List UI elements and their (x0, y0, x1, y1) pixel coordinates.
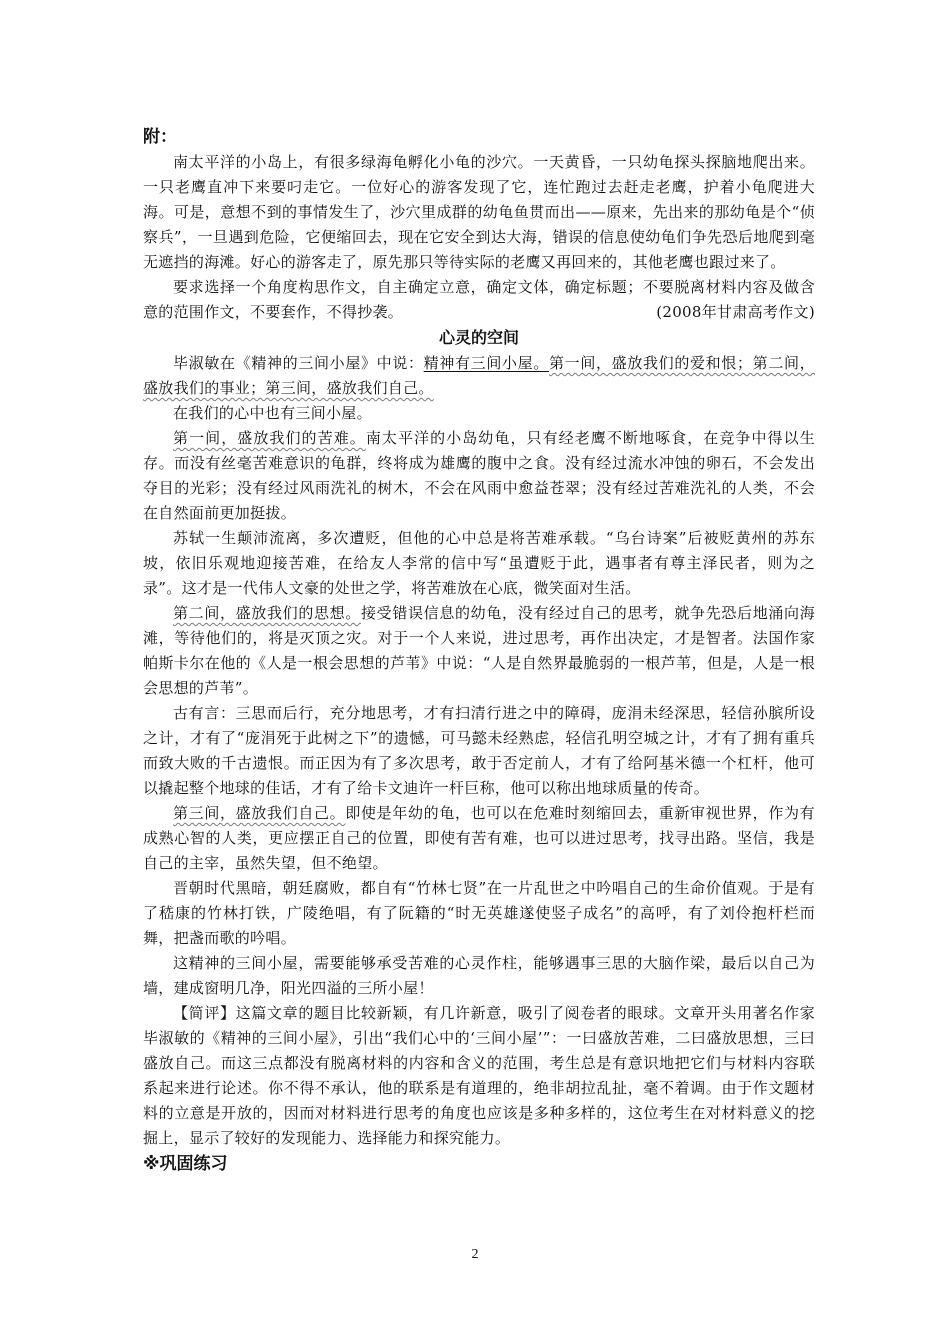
essay-p1-underlined: 精神有三间小屋。 (423, 354, 550, 372)
appendix-heading: 附： (143, 127, 177, 147)
review-label: 【简评】 (173, 1004, 236, 1022)
practice-heading: ※巩固练习 (143, 1154, 228, 1174)
essay-p5-lead: 第二间，盛放我们的思想。 (173, 604, 362, 622)
page-number: 2 (471, 1247, 479, 1262)
requirement-paragraph (143, 275, 815, 325)
essay-paragraph-7 (143, 801, 815, 876)
source-note: (2008年甘肃高考作文) (656, 303, 815, 321)
essay-paragraph-2: 在我们的心中也有三间小屋。 (173, 404, 372, 422)
essay-p3-rest: 南太平洋的小岛幼龟，只有经老鹰不断地啄食，在竞争中得以生存。而没有丝毫苦难意识的龟群，终将成为雄鹰的腹中之食。没有经过流水冲蚀的卵石，不会发出夺目的光彩；没有经过风雨洗礼的树木，不会在风雨中愈益苍翠；没有经过苦难洗礼的人类，不会在自然面前更加挺拔。 (143, 429, 815, 522)
essay-p7-lead: 第三间，盛放我们自己。 (173, 804, 346, 822)
essay-paragraph-5 (143, 601, 815, 701)
requirement-text: 要求选择一个角度构思作文，自主确定立意，确定文体，确定标题；不要脱离材料内容及做含意的范围作文，不要套作，不得抄袭。 (143, 278, 815, 321)
essay-p1-pre: 毕淑敏在《精神的三间小屋》中说： (173, 354, 424, 372)
essay-title: 心灵的空间 (438, 328, 519, 347)
essay-paragraph-1 (143, 351, 815, 401)
essay-p3-lead: 第一间，盛放我们的苦难。 (173, 429, 366, 447)
essay-paragraph-9: 这精神的三间小屋，需要能够承受苦难的心灵作柱，能够遇事三思的大脑作梁，最后以自己为墙，建成窗明几净，阳光四溢的三所小屋！ (143, 954, 815, 997)
essay-paragraph-6: 古有言：三思而后行，充分地思考，才有扫清行进之中的障碍，庞涓未经深思，轻信孙膑所设之计，才有了“庞涓死于此树之下”的遗憾，可马懿未经熟虑，轻信孔明空城之计，才有了拥有重兵而致大败的千古遗恨。而正因为有了多次思考，敢于否定前人，才有了给阿基米德一个杠杆，他可以撬起整个地球的佳话，才有了给卡文迪许一杆巨称，他可以称出地球质量的传奇。 (143, 704, 815, 797)
essay-p5-rest: 接受错误信息的幼龟，没有经过自己的思考，就争先恐后地涌向海滩，等待他们的，将是灭顶之灾。对于一个人来说，进过思考，再作出决定，才是智者。法国作家帕斯卡尔在他的《人是一根会思想的芦苇》中说：“人是自然界最脆弱的一根芦苇，但是，人是一根会思想的芦苇”。 (143, 604, 815, 697)
essay-paragraph-4: 苏轼一生颠沛流离，多次遭贬，但他的心中总是将苦难承载。“乌台诗案”后被贬黄州的苏东坡，依旧乐观地迎接苦难，在给友人李常的信中写“虽遭贬于此，遇事者有尊主泽民者，则为之录”。这才是一代伟人文豪的处世之学，将苦难放在心底，微笑面对生活。 (143, 529, 815, 597)
review-paragraph (143, 1001, 815, 1151)
essay-paragraph-8: 晋朝时代黑暗，朝廷腐败，都自有“竹林七贤”在一片乱世之中吟唱自己的生命价值观。于是有了嵇康的竹林打铁，广陵绝唱，有了阮籍的“时无英雄遂使竖子成名”的高呼，有了刘伶抱杆栏而舞，把盏而歌的吟唱。 (143, 879, 815, 947)
essay-p1-wavy: 第一间，盛放我们的爱和恨；第二间，盛放我们的事业；第三间，盛放我们自己。 (143, 354, 815, 397)
page-content (143, 124, 815, 1177)
material-paragraph: 南太平洋的小岛上，有很多绿海龟孵化小龟的沙穴。一天黄昏，一只幼龟探头探脑地爬出来。一只老鹰直冲下来要叼走它。一位好心的游客发现了它，连忙跑过去赶走老鹰，护着小龟爬进大海。可是，意想不到的事情发生了，沙穴里成群的幼龟鱼贯而出——原来，先出来的那幼龟是个“侦察兵”，一旦遇到危险，它便缩回去，现在它安全到达大海，错误的信息使幼龟们争先恐后地爬到毫无遮挡的海滩。好心的游客走了，原先那只等待实际的老鹰又再回来的，其他老鹰也跟过来了。 (143, 153, 815, 271)
review-text: 这篇文章的题目比较新颖，有几许新意，吸引了阅卷者的眼球。文章开头用著名作家毕淑敏的《精神的三间小屋》，引出“我们心中的‘三间小屋’”：一曰盛放苦难，二曰盛放思想，三曰盛放自己。而这三点都没有脱离材料的内容和含义的范围，考生总是有意识地把它们与材料内容联系起来进行论述。你不得不承认，他的联系是有道理的，绝非胡拉乱扯，毫不着调。由于作文题材料的立意是开放的，因而对材料进行思考的角度也应该是多种多样的，这位考生在对材料意义的挖掘上，显示了较好的发现能力、选择能力和探究能力。 (143, 1004, 815, 1147)
essay-p7-rest: 即使是年幼的龟，也可以在危难时刻缩回去，重新审视世界，作为有成熟心智的人类，更应摆正自己的位置，即使有苦有难，也可以进过思考，找寻出路。坚信，我是自己的主宰，虽然失望，但不绝望。 (143, 804, 815, 872)
essay-paragraph-3 (143, 426, 815, 526)
